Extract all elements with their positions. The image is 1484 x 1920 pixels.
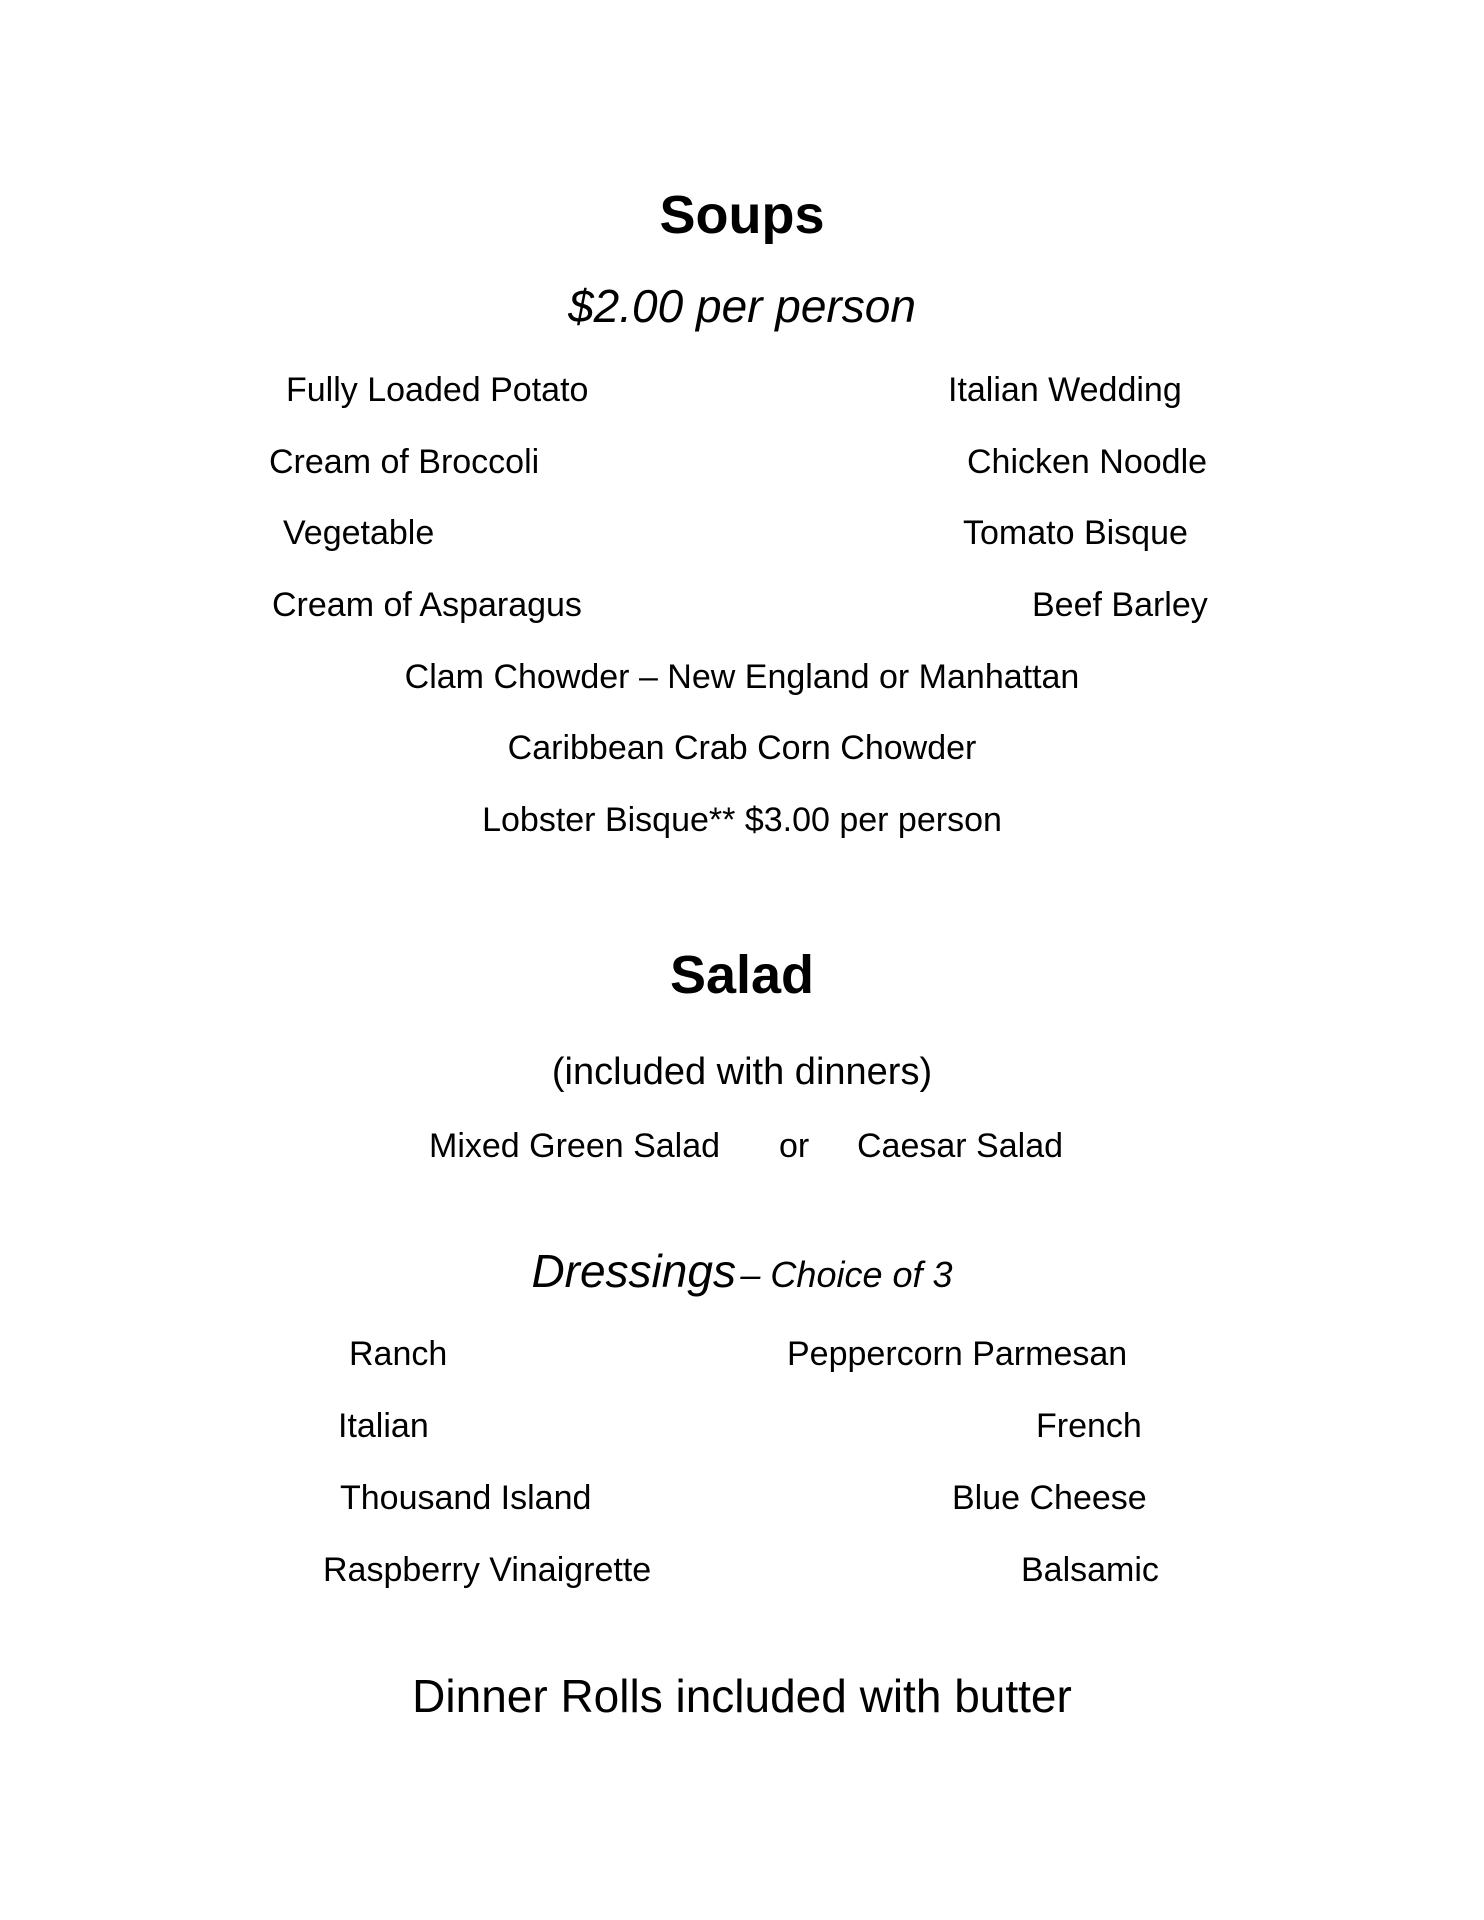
dressing-item-italian: Italian <box>338 1407 429 1445</box>
dressing-item-thousand-island: Thousand Island <box>340 1479 592 1517</box>
dressings-qualifier: – Choice of 3 <box>740 1254 953 1295</box>
soups-price: $2.00 per person <box>568 280 916 332</box>
soup-item-beef-barley: Beef Barley <box>1032 586 1208 624</box>
salad-option-or: or <box>779 1127 810 1165</box>
soup-item-fully-loaded-potato: Fully Loaded Potato <box>286 371 589 409</box>
dinner-rolls-note: Dinner Rolls included with butter <box>412 1670 1072 1722</box>
soup-item-cream-of-broccoli: Cream of Broccoli <box>269 443 540 481</box>
soup-item-caribbean-crab-corn-chowder: Caribbean Crab Corn Chowder <box>507 729 977 767</box>
dressing-item-ranch: Ranch <box>349 1335 448 1373</box>
salad-note: (included with dinners) <box>551 1051 933 1093</box>
dressings-heading: Dressings <box>531 1245 736 1297</box>
soup-item-italian-wedding: Italian Wedding <box>948 371 1182 409</box>
soup-item-tomato-bisque: Tomato Bisque <box>963 514 1188 552</box>
soup-item-clam-chowder: Clam Chowder – New England or Manhattan <box>404 658 1080 696</box>
soup-item-cream-of-asparagus: Cream of Asparagus <box>272 586 582 624</box>
soups-heading: Soups <box>659 185 825 245</box>
dressing-item-blue-cheese: Blue Cheese <box>952 1479 1147 1517</box>
dressing-item-french: French <box>1036 1407 1142 1445</box>
dressings-title <box>0 1245 1484 1297</box>
dressing-item-raspberry-vinaigrette: Raspberry Vinaigrette <box>323 1551 652 1589</box>
soup-item-lobster-bisque: Lobster Bisque** $3.00 per person <box>482 801 1002 839</box>
soup-item-vegetable: Vegetable <box>283 514 435 552</box>
salad-heading: Salad <box>669 945 815 1005</box>
dressing-item-balsamic: Balsamic <box>1021 1551 1159 1589</box>
salad-option-caesar: Caesar Salad <box>857 1127 1064 1165</box>
dressing-item-peppercorn-parmesan: Peppercorn Parmesan <box>787 1335 1128 1373</box>
soup-item-chicken-noodle: Chicken Noodle <box>967 443 1208 481</box>
salad-option-mixed-green: Mixed Green Salad <box>429 1127 721 1165</box>
